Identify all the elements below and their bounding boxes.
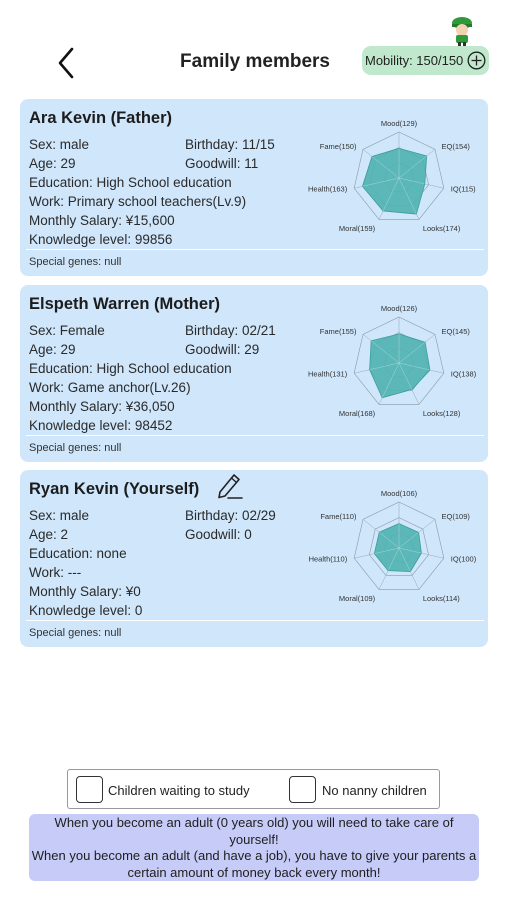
member-genes: Special genes: null [29,256,122,268]
member-name: Ryan Kevin (Yourself) [29,480,200,498]
attribute-radar-chart [309,301,487,425]
card-divider [26,435,484,436]
radar-axis-label: Looks(114) [422,594,460,604]
radar-axis-label: Fame(150) [319,142,357,152]
member-age: Age: 29 [29,156,76,171]
radar-axis-label: Looks(128) [422,409,461,419]
member-birthday: Birthday: 02/29 [185,508,276,523]
member-work: Work: Primary school teachers(Lv.9) [29,194,247,209]
member-education: Education: High School education [29,361,232,376]
radar-value-area [362,148,426,214]
header [0,0,507,100]
add-mobility-button[interactable] [467,51,486,70]
radar-axis-label: Fame(155) [319,327,357,337]
member-name: Elspeth Warren (Mother) [29,295,220,313]
card-divider [26,249,484,250]
adult-notice [29,814,479,881]
member-salary: Monthly Salary: ¥0 [29,584,141,599]
radar-axis-label: EQ(145) [441,327,470,337]
member-genes: Special genes: null [29,627,122,639]
member-knowledge: Knowledge level: 0 [29,603,143,618]
radar-axis-label: IQ(115) [450,184,476,194]
radar-axis-label: IQ(100) [450,554,477,564]
player-avatar-icon [449,16,475,46]
radar-axis-label: Fame(110) [320,512,357,522]
radar-axis-label: EQ(109) [441,512,470,522]
notice-line-2: When you become an adult (and have a job), you have to give your parents a certain amount of money back every month! [31,848,477,880]
filter-bar [67,769,440,809]
radar-axis-label: Mood(129) [380,119,418,128]
radar-axis-label: Moral(168) [338,409,376,419]
no-nanny-label: No nanny children [322,783,427,798]
member-work: Work: --- [29,565,82,580]
member-education: Education: High School education [29,175,232,190]
mobility-label: Mobility: 150/150 [365,53,464,68]
member-birthday: Birthday: 02/21 [185,323,276,338]
member-salary: Monthly Salary: ¥15,600 [29,213,175,228]
member-education: Education: none [29,546,127,561]
attribute-radar-chart [309,116,487,240]
radar-axis-label: EQ(154) [441,142,470,152]
member-sex: Sex: Female [29,323,105,338]
attribute-radar-chart [309,486,487,610]
member-genes: Special genes: null [29,442,122,454]
member-goodwill: Goodwill: 0 [185,527,252,542]
radar-axis-label: Health(163) [308,184,348,194]
radar-axis-label: IQ(138) [450,369,477,379]
radar-axis-label: Health(110) [308,554,348,564]
no-nanny-checkbox[interactable] [289,776,316,803]
radar-axis-label: Mood(106) [380,489,418,498]
member-sex: Sex: male [29,508,90,523]
edit-name-button[interactable] [215,470,243,500]
radar-value-area [370,334,430,398]
back-button[interactable] [52,44,82,82]
radar-axis-label: Health(131) [308,369,348,379]
member-sex: Sex: male [29,137,90,152]
member-salary: Monthly Salary: ¥36,050 [29,399,175,414]
mobility-badge [362,46,489,75]
member-goodwill: Goodwill: 29 [185,342,260,357]
children-waiting-checkbox[interactable] [76,776,103,803]
member-card-mother[interactable] [20,285,488,462]
radar-value-area [374,524,421,572]
member-work: Work: Game anchor(Lv.26) [29,380,191,395]
radar-axis-label: Moral(159) [338,224,376,234]
member-age: Age: 29 [29,342,76,357]
member-birthday: Birthday: 11/15 [185,137,275,152]
notice-line-1: When you become an adult (0 years old) you will need to take care of yourself! [54,815,454,847]
radar-axis-label: Looks(174) [422,224,461,234]
member-knowledge: Knowledge level: 99856 [29,232,173,247]
children-waiting-label: Children waiting to study [108,783,250,798]
card-divider [26,620,484,621]
pencil-icon [215,470,243,500]
page-title: Family members [180,51,330,72]
radar-axis-label: Moral(109) [338,594,376,604]
member-card-yourself[interactable] [20,470,488,647]
member-knowledge: Knowledge level: 98452 [29,418,173,433]
member-card-father[interactable] [20,99,488,276]
member-name: Ara Kevin (Father) [29,109,173,127]
radar-axis-label: Mood(126) [380,304,418,313]
chevron-left-icon [52,44,82,82]
member-age: Age: 2 [29,527,69,542]
plus-circle-icon [467,51,486,70]
member-goodwill: Goodwill: 11 [185,156,259,171]
